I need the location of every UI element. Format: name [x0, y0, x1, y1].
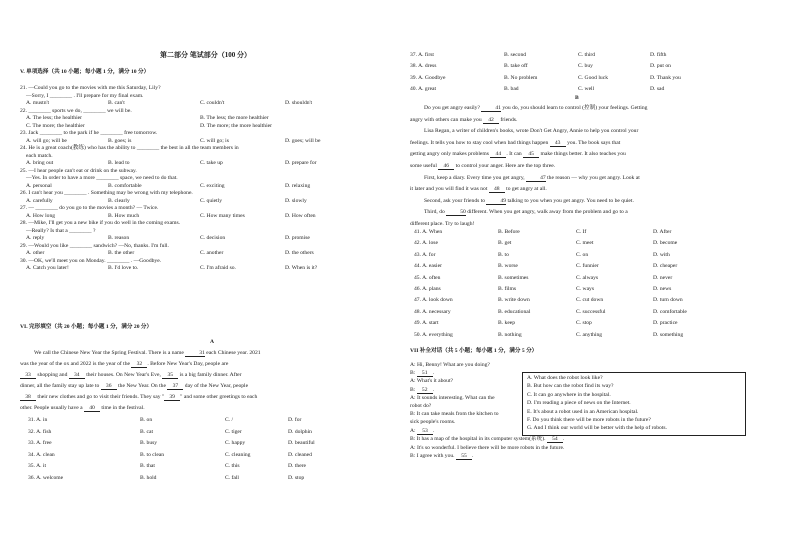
- answer-blank[interactable]: 53: [417, 428, 433, 435]
- option-d: D. promise: [285, 235, 310, 241]
- option-c: C. always: [576, 274, 599, 281]
- option-b: B. can't: [108, 100, 125, 106]
- option-a: 42. A. lose: [414, 240, 438, 247]
- choice-item: [527, 425, 667, 432]
- text: day of the New Year, people: [183, 383, 249, 389]
- option-b: B. on: [140, 417, 153, 423]
- text: A: It's so wonderful. I believe there will be more robots in the future.: [410, 444, 565, 451]
- text: dinner, all the family stay up late to: [20, 383, 101, 389]
- option-a: 50. A. everything: [414, 331, 453, 338]
- option-a: 40. A. great: [410, 86, 437, 93]
- text: you do, you should learn to control (控制) your feelings. Getting: [500, 105, 648, 111]
- dialog-line: [410, 428, 434, 435]
- option-d: D. news: [653, 286, 672, 292]
- option-b: B. to clean: [140, 451, 165, 458]
- option-a: 39. A. Goodbye: [410, 74, 446, 81]
- option-d: D. cheaper: [653, 263, 678, 270]
- part-title-text: 第二部分 笔试部分（100 分）: [160, 51, 251, 59]
- question-stem: [20, 85, 161, 92]
- text: it later and you will find it was not: [410, 186, 489, 193]
- question-stem-2: [20, 228, 95, 235]
- option-c: C. anything: [576, 331, 603, 338]
- option-d: D. goes; will be: [285, 137, 321, 144]
- text: F. Do you think there will be more robots in the future?: [527, 417, 651, 423]
- answer-blank[interactable]: 50: [446, 209, 466, 216]
- option-d: D. dolphin: [288, 428, 312, 435]
- text: Second, ask your friends to: [424, 197, 487, 204]
- text: shopping and: [36, 372, 69, 378]
- answer-blank[interactable]: 31: [185, 350, 205, 357]
- answer-blank[interactable]: 54: [547, 436, 563, 443]
- option-b: B. busy: [140, 440, 158, 446]
- option-c: C. buy: [578, 63, 593, 70]
- choice-item: [527, 400, 631, 407]
- question-stem: [20, 220, 180, 227]
- text: time in the festival.: [100, 405, 145, 411]
- option-b: B. worse: [498, 263, 518, 270]
- text: —Yes. In order to have a more ________ space, we need to do that.: [26, 175, 178, 181]
- dialog-line: [410, 362, 490, 369]
- passage-a-label: [210, 339, 214, 346]
- option-c: C. ways: [576, 286, 595, 292]
- question-stem: [20, 168, 137, 175]
- option-b: B. goes; is: [108, 137, 132, 144]
- text: VI. 完形填空（共 20 小题；每小题 1 分，满分 20 分）: [20, 324, 153, 330]
- option-d: D. relaxing: [285, 182, 311, 189]
- option-b: B. second: [504, 52, 527, 58]
- option-a: A. The less; the healthier: [26, 115, 82, 121]
- option-d: D. put on: [650, 63, 671, 70]
- text: G. And I think our world will be better with the help of robots.: [527, 425, 667, 432]
- section-v-header: [20, 69, 149, 76]
- option-c: C. cleaning: [225, 451, 251, 458]
- answer-blank[interactable]: 41: [481, 105, 501, 112]
- passage-a-line: [20, 350, 261, 357]
- part-title: [160, 52, 251, 59]
- passage-b-line: [410, 186, 547, 193]
- question-stem: [20, 130, 157, 137]
- text: . It can: [506, 151, 524, 158]
- text: A: What's it about?: [410, 378, 454, 385]
- answer-blank[interactable]: 55: [456, 453, 472, 460]
- text: the New Year. On the: [116, 383, 168, 389]
- options-box: [522, 372, 746, 436]
- option-c: C. couldn't: [200, 100, 225, 106]
- passage-a-line: [20, 383, 248, 390]
- text: .: [433, 427, 435, 434]
- option-c: C. How many times: [200, 212, 245, 219]
- text: 30. —OK, we'll meet you on Monday. ________ . —Goodbye.: [20, 257, 162, 264]
- answer-blank[interactable]: 42: [483, 117, 499, 124]
- text: " and some other greetings to each: [180, 394, 258, 400]
- question-stem: [20, 190, 193, 197]
- passage-b-line: [410, 198, 634, 205]
- option-d: D. comfortable: [653, 308, 687, 315]
- text: 29. —Would you like ________ sandwich? —No, thanks. I'm full.: [20, 242, 169, 249]
- text: 24. He is a great coach(教练) who has the ability to ________ the best in all the team members in: [20, 145, 239, 151]
- option-a: 47. A. look down: [414, 297, 453, 304]
- answer-blank[interactable]: 48: [489, 186, 505, 193]
- text: B:: [410, 386, 417, 393]
- option-c: C. third: [578, 52, 596, 58]
- dialog-line: [410, 403, 431, 410]
- option-b: B. cat: [140, 428, 154, 435]
- text: Third, do: [424, 209, 447, 216]
- answer-blank[interactable]: 39: [164, 394, 180, 401]
- passage-b-line: [410, 105, 647, 112]
- option-b: B. take off: [504, 63, 528, 70]
- text: —Sorry, I ________ . I'll prepare for my final exam.: [26, 92, 144, 99]
- text: A: [210, 339, 215, 345]
- answer-blank[interactable]: 32: [131, 361, 147, 368]
- text: some useful: [410, 163, 439, 169]
- option-d: D. become: [653, 240, 678, 247]
- option-d: D. When is it?: [285, 265, 318, 271]
- text: A: Hi, Benny! What are you doing?: [410, 362, 490, 368]
- option-c: C. cut down: [576, 297, 604, 304]
- option-d: D. shouldn't: [285, 100, 313, 106]
- answer-blank[interactable]: 37: [167, 383, 183, 390]
- text: other. People usually have a: [20, 405, 85, 411]
- text: is a big family dinner. After: [178, 372, 242, 378]
- option-a: 48. A. necessary: [414, 308, 451, 315]
- question-stem: [20, 258, 161, 265]
- text: B: [575, 95, 579, 101]
- answer-blank[interactable]: 34: [69, 372, 85, 379]
- option-a: 36. A. welcome: [28, 474, 64, 481]
- answer-blank[interactable]: 45: [523, 151, 539, 158]
- option-d: D. How often: [285, 212, 316, 219]
- option-a: C. The more; the healthier: [26, 122, 85, 129]
- text: each Chinese year. 2021: [204, 350, 261, 356]
- option-c: C. another: [200, 250, 224, 256]
- text: you. The book says that: [565, 139, 621, 146]
- option-d: D. slowly: [285, 197, 307, 204]
- option-d: D. fifth: [650, 52, 667, 58]
- passage-b-line: [410, 128, 638, 135]
- passage-b-line: [410, 140, 620, 147]
- passage-b-line: [410, 221, 474, 228]
- answer-blank[interactable]: 46: [438, 163, 454, 170]
- passage-a-line: [20, 394, 257, 401]
- option-c: C. successful: [576, 308, 606, 315]
- answer-blank[interactable]: 33: [20, 372, 36, 379]
- text: B: It can take meals from the kitchen to: [410, 411, 499, 418]
- option-c: C. this: [225, 463, 240, 469]
- choice-item: [527, 409, 638, 416]
- text: robot do?: [410, 403, 432, 409]
- option-a: 45. A. often: [414, 274, 441, 281]
- text: angry with others can make you: [410, 116, 484, 123]
- option-c: C. take up: [200, 160, 223, 166]
- option-d: D. with: [653, 251, 670, 258]
- text: different. When you get angry, walk away from the problem and go to a: [465, 209, 628, 216]
- text: 25. —I hear people can't eat or drink on the subway.: [20, 167, 137, 174]
- section-vi-header: [20, 324, 152, 331]
- answer-blank[interactable]: 51: [417, 370, 433, 377]
- text: First, keep a diary. Every time you get angry,: [424, 174, 527, 181]
- option-a: 32. A. fish: [28, 428, 52, 435]
- option-c: C. on: [576, 251, 589, 258]
- passage-a-line: [20, 361, 228, 368]
- text: D. I'm reading a piece of news on the Internet.: [527, 400, 631, 407]
- answer-blank[interactable]: 43: [550, 140, 566, 147]
- text: 27. — ________ do you go to the movies a month? — Twice.: [20, 205, 159, 211]
- text: the reason — why you get angry. Look at: [545, 174, 640, 181]
- dialog-line: [410, 411, 499, 418]
- option-a: 37. A. first: [410, 52, 434, 58]
- option-b: B. educational: [498, 308, 531, 315]
- text: each match.: [26, 152, 53, 159]
- text: C. It can go anywhere in the hospital.: [527, 391, 611, 398]
- option-d: D. prepare for: [285, 160, 317, 166]
- text: .: [432, 386, 435, 393]
- option-a: A. other: [26, 250, 45, 256]
- option-b: B. hold: [140, 474, 157, 481]
- option-d: D. stop: [288, 474, 305, 481]
- text: V. 单项选择（共 10 小题；每小题 1 分，满分 10 分）: [20, 69, 150, 75]
- text: B: It has a map of the hospital in its computer system(系统).: [410, 436, 547, 443]
- option-b: B. nothing: [498, 331, 522, 338]
- option-d: D. there: [288, 463, 307, 469]
- option-a: A. will go; will be: [26, 137, 67, 144]
- question-stem: [20, 243, 169, 250]
- option-b: B. Before: [498, 229, 520, 235]
- passage-b-line: [410, 209, 628, 216]
- passage-b-label: [575, 95, 579, 102]
- option-d: D. practice: [653, 320, 678, 327]
- option-d: D. for: [288, 417, 302, 423]
- option-b: B. clearly: [108, 197, 130, 204]
- option-c: C. exciting: [200, 182, 225, 189]
- passage-a-line: [20, 405, 145, 412]
- option-c: C. stop: [576, 320, 592, 327]
- text: 22. ________ sports we do, ________ we will be.: [20, 107, 132, 114]
- option-c: C. fall: [225, 474, 239, 481]
- option-b: B. keep: [498, 320, 516, 327]
- text: make things better. It also teaches you: [539, 151, 626, 158]
- text: Lisa Regan, a writer of children's books, wrote Don't Get Angry, Annie to help you control your: [424, 128, 639, 135]
- answer-blank[interactable]: 38: [20, 394, 36, 401]
- option-a: 31. A. in: [28, 417, 48, 423]
- option-d: D. Thank you: [650, 74, 681, 81]
- option-c: C. well: [578, 86, 595, 93]
- option-a: A. bring out: [26, 160, 54, 166]
- option-b: B. bad: [504, 86, 519, 93]
- option-c: C. decision: [200, 235, 226, 241]
- option-c: C. I'm afraid so.: [200, 265, 236, 271]
- option-a: A. How long: [26, 212, 56, 219]
- option-d: D. turn down: [653, 297, 683, 304]
- option-a: 34. A. clean: [28, 451, 55, 458]
- option-c: B. The less; the more healthier: [200, 115, 269, 121]
- choice-item: [527, 375, 603, 382]
- option-c: C. If: [576, 229, 587, 235]
- text: A. What does the robot look like?: [527, 375, 603, 381]
- text: .: [432, 370, 435, 377]
- option-a: 33. A. free: [28, 440, 52, 446]
- text: .: [562, 436, 565, 443]
- option-a: A. reply: [26, 235, 45, 241]
- question-stem-2: [20, 175, 178, 182]
- option-b: B. reason: [108, 235, 130, 241]
- option-c: C. /: [225, 417, 234, 423]
- text: E. It's about a robot used in an American hospital.: [527, 408, 639, 415]
- question-stem: [20, 205, 158, 212]
- text: 26. I can't hear you ________ . Something may be wrong with my telephone.: [20, 190, 193, 196]
- passage-a-line: [20, 372, 241, 379]
- option-b: B. lead to: [108, 160, 130, 166]
- answer-blank[interactable]: 47: [526, 175, 546, 182]
- text: their houses. On New Year's Eve,: [84, 372, 163, 378]
- option-b: B. No problem: [504, 74, 538, 81]
- text: 21. —Could you go to the movies with me this Saturday, Lily?: [20, 85, 161, 91]
- option-a: 49. A. start: [414, 320, 439, 327]
- question-stem-2: [20, 93, 143, 100]
- text: to control your anger. Here are the top three.: [454, 163, 556, 169]
- option-c: D. The more; the more healthier: [200, 122, 272, 129]
- answer-blank[interactable]: 52: [417, 387, 433, 394]
- text: A: It sounds interesting. What can the: [410, 394, 495, 401]
- choice-item: [527, 392, 611, 399]
- text: B:: [410, 370, 417, 377]
- text: —Really? Is that a ________ ?: [26, 227, 96, 234]
- option-a: A. Catch you later!: [26, 265, 69, 271]
- question-stem: [20, 145, 239, 152]
- passage-b-line: [410, 117, 517, 124]
- answer-blank[interactable]: 44: [490, 151, 506, 158]
- answer-blank[interactable]: 40: [84, 405, 100, 412]
- text: friends.: [499, 116, 518, 123]
- choice-item: [527, 417, 651, 424]
- dialog-line: [410, 387, 434, 394]
- text: getting angry only makes problems: [410, 151, 491, 158]
- option-c: C. quietly: [200, 197, 223, 204]
- dialog-line: [410, 436, 564, 443]
- text: .: [471, 453, 474, 460]
- dialog-line: [410, 378, 453, 385]
- dialog-line: [410, 419, 455, 426]
- option-b: B. films: [498, 286, 517, 292]
- text: to get angry at all.: [504, 186, 547, 193]
- passage-b-line: [410, 151, 626, 158]
- text: B: I agree with you.: [410, 453, 456, 460]
- question-stem: [20, 108, 132, 115]
- option-c: C. Good luck: [578, 74, 608, 81]
- text: different place. Try to laugh!: [410, 221, 475, 227]
- option-c: C. will go; is: [200, 137, 229, 144]
- passage-b-line: [410, 175, 640, 182]
- option-a: A. carefully: [26, 197, 53, 204]
- option-a: 43. A. for: [414, 251, 436, 258]
- option-a: A. mustn't: [26, 100, 50, 106]
- option-b: B. comfortable: [108, 182, 142, 189]
- option-a: 35. A. it: [28, 463, 47, 469]
- text: Do you get angry easily?: [424, 105, 482, 111]
- text: 28. —Mike, I'll get you a new bike if you do well in the coming exams.: [20, 220, 181, 226]
- text: We call the Chinese New Year the Spring Festival. There is a name: [34, 350, 186, 356]
- option-d: D. beautiful: [288, 440, 315, 446]
- option-d: D. cleaned: [288, 451, 312, 458]
- option-b: B. I'd love to.: [108, 265, 139, 271]
- option-b: B. How much: [108, 212, 140, 219]
- text: sick people's rooms.: [410, 419, 456, 426]
- text: A:: [410, 427, 417, 434]
- option-d: D. something: [653, 331, 684, 338]
- option-a: 44. A. easier: [414, 263, 442, 270]
- option-d: D. never: [653, 274, 673, 281]
- answer-blank[interactable]: 36: [101, 383, 117, 390]
- option-c: C. funnier: [576, 263, 599, 270]
- text: VII 补全对话（共 5 小题；每小题 1 分，满分 5 分）: [410, 348, 538, 354]
- option-b: B. write down: [498, 297, 530, 304]
- dialog-line: [410, 453, 473, 460]
- dialog-line: [410, 370, 434, 377]
- dialog-line: [410, 395, 495, 402]
- option-d: D. After: [653, 229, 672, 235]
- option-c: C. happy: [225, 440, 246, 446]
- option-d: D. sad: [650, 86, 665, 93]
- option-b: B. get: [498, 240, 512, 247]
- answer-blank[interactable]: 35: [162, 372, 178, 379]
- option-a: 46. A. plans: [414, 286, 441, 292]
- text: their new clothes and go to visit their friends. They say ": [36, 394, 165, 400]
- option-b: B. that: [140, 463, 155, 469]
- option-a: 41. A. When: [414, 229, 443, 235]
- option-a: 38. A. dress: [410, 63, 437, 70]
- dialog-line: [410, 445, 564, 452]
- text: talking to you when you get angry. You need to be quiet.: [506, 197, 634, 204]
- answer-blank[interactable]: 49: [486, 198, 506, 205]
- text: 23. Jack ________ to the park if he ________ free tomorrow.: [20, 130, 158, 136]
- option-b: B. sometimes: [498, 274, 529, 281]
- option-c: C. tiger: [225, 428, 242, 435]
- text: B. But how can the robot find its way?: [527, 383, 614, 390]
- option-b: B. the other: [108, 250, 135, 256]
- section-vii-header: [410, 348, 537, 355]
- passage-b-line: [410, 163, 555, 170]
- choice-item: [527, 383, 614, 390]
- question-stem-2: [20, 153, 53, 160]
- text: feelings. It tells you how to stay cool when bad things happen: [410, 139, 550, 146]
- option-b: B. to: [498, 251, 509, 258]
- text: . Before New Year's Day, people are: [147, 361, 229, 367]
- option-c: C. meet: [576, 240, 594, 247]
- option-d: D. the others: [285, 250, 314, 256]
- text: was the year of the ox and 2022 is the year of the: [20, 361, 132, 367]
- option-a: A. personal: [26, 182, 52, 189]
